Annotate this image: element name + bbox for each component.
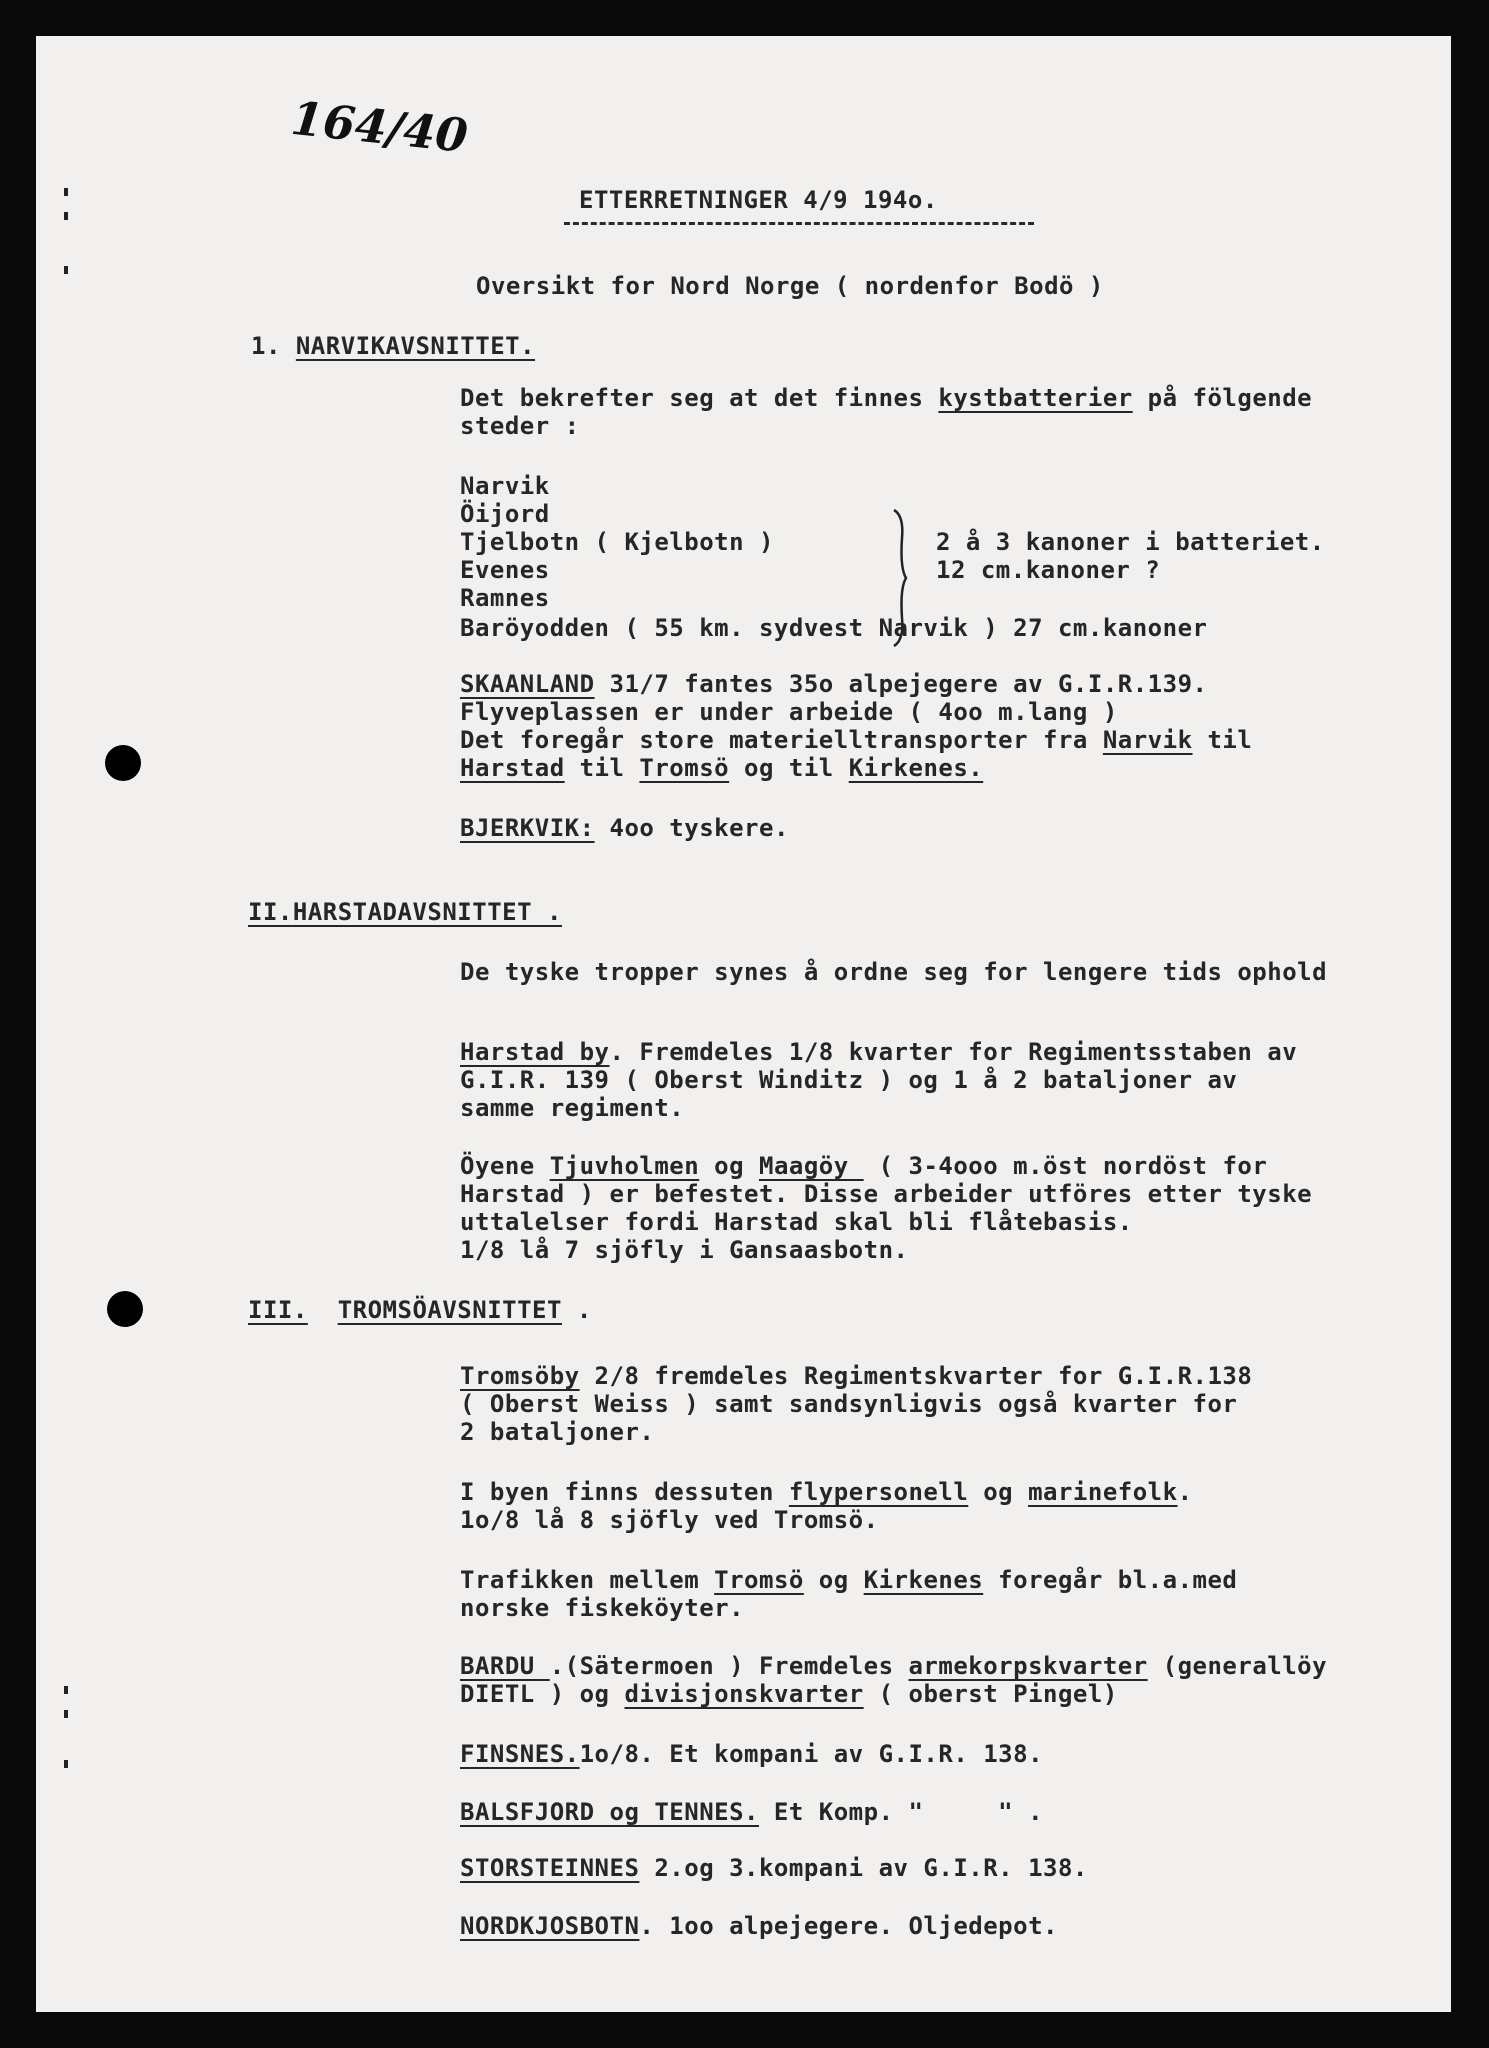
place-ramnes: Ramnes (460, 584, 550, 612)
place-narvik: Narvik (460, 472, 550, 500)
edge-mark (64, 1760, 68, 1768)
document-page (36, 36, 1451, 2012)
edge-mark (64, 212, 68, 220)
paragraph-line: Öyene Tjuvholmen og Maagöy ( 3-4ooo m.öst nordöst for (460, 1152, 1268, 1180)
punch-hole (105, 745, 141, 781)
edge-mark (64, 266, 68, 274)
paragraph-line: Harstad ) er befestet. Disse arbeider utföres etter tyske (460, 1180, 1313, 1208)
paragraph-line: 2 bataljoner. (460, 1418, 655, 1446)
edge-mark (64, 1710, 68, 1718)
caliber-note: 12 cm.kanoner ? (936, 556, 1161, 584)
document-title: ETTERRETNINGER 4/9 194o. (579, 186, 938, 214)
paragraph-line: BARDU .(Sätermoen ) Fremdeles armekorpskvarter (generallöy (460, 1652, 1328, 1680)
paragraph-line: Harstad by. Fremdeles 1/8 kvarter for Regimentsstaben av (460, 1038, 1298, 1066)
section-3-heading: III. TROMSÖAVSNITTET . (248, 1296, 592, 1324)
paragraph-line: Baröyodden ( 55 km. sydvest Narvik ) 27 cm.kanoner (460, 614, 1208, 642)
edge-mark (64, 1686, 68, 1694)
handwritten-reference: 164/40 (288, 90, 471, 164)
paragraph-line: Trafikken mellem Tromsö og Kirkenes foregår bl.a.med (460, 1566, 1238, 1594)
paragraph-line: norske fiskeköyter. (460, 1594, 745, 1622)
paragraph-line: uttalelser fordi Harstad skal bli flåtebasis. (460, 1208, 1133, 1236)
paragraph-line: SKAANLAND 31/7 fantes 35o alpejegere av G.I.R.139. (460, 670, 1208, 698)
paragraph-line: FINSNES.1o/8. Et kompani av G.I.R. 138. (460, 1740, 1044, 1768)
paragraph-line: Flyveplassen er under arbeide ( 4oo m.lang ) (460, 698, 1118, 726)
place-oijord: Öijord (460, 500, 550, 528)
paragraph-line: BJERKVIK: 4oo tyskere. (460, 814, 789, 842)
paragraph-line: DIETL ) og divisjonskvarter ( oberst Pingel) (460, 1680, 1118, 1708)
paragraph-line: samme regiment. (460, 1094, 685, 1122)
paragraph-line: STORSTEINNES 2.og 3.kompani av G.I.R. 138. (460, 1854, 1088, 1882)
paragraph-line: NORDKJOSBOTN. 1oo alpejegere. Oljedepot. (460, 1912, 1058, 1940)
section-1-heading: 1. NARVIKAVSNITTET. (251, 332, 536, 360)
paragraph-line: Harstad til Tromsö og til Kirkenes. (460, 754, 984, 782)
section-2-heading: II.HARSTADAVSNITTET . (248, 898, 562, 926)
paragraph-line: Det bekrefter seg at det finnes kystbatterier på fölgende (460, 384, 1313, 412)
place-tjelbotn: Tjelbotn ( Kjelbotn ) (460, 528, 774, 556)
paragraph-line: G.I.R. 139 ( Oberst Winditz ) og 1 å 2 bataljoner av (460, 1066, 1238, 1094)
paragraph-line: BALSFJORD og TENNES. Et Komp. " " . (460, 1798, 1044, 1826)
paragraph-line: steder : (460, 412, 580, 440)
title-divider (564, 222, 1034, 225)
paragraph-line: I byen finns dessuten flypersonell og marinefolk. (460, 1478, 1193, 1506)
document-subtitle: Oversikt for Nord Norge ( nordenfor Bodö ) (476, 272, 1104, 300)
paragraph-line: Tromsöby 2/8 fremdeles Regimentskvarter for G.I.R.138 (460, 1362, 1253, 1390)
paragraph-line: 1o/8 lå 8 sjöfly ved Tromsö. (460, 1506, 879, 1534)
edge-mark (64, 188, 68, 196)
place-evenes: Evenes (460, 556, 550, 584)
paragraph-line: 1/8 lå 7 sjöfly i Gansaasbotn. (460, 1236, 909, 1264)
paragraph-line: De tyske tropper synes å ordne seg for lengere tids ophold (460, 958, 1328, 986)
punch-hole (107, 1291, 143, 1327)
paragraph-line: Det foregår store materielltransporter fra Narvik til (460, 726, 1253, 754)
paragraph-line: ( Oberst Weiss ) samt sandsynligvis også kvarter for (460, 1390, 1238, 1418)
battery-note: 2 å 3 kanoner i batteriet. (936, 528, 1325, 556)
